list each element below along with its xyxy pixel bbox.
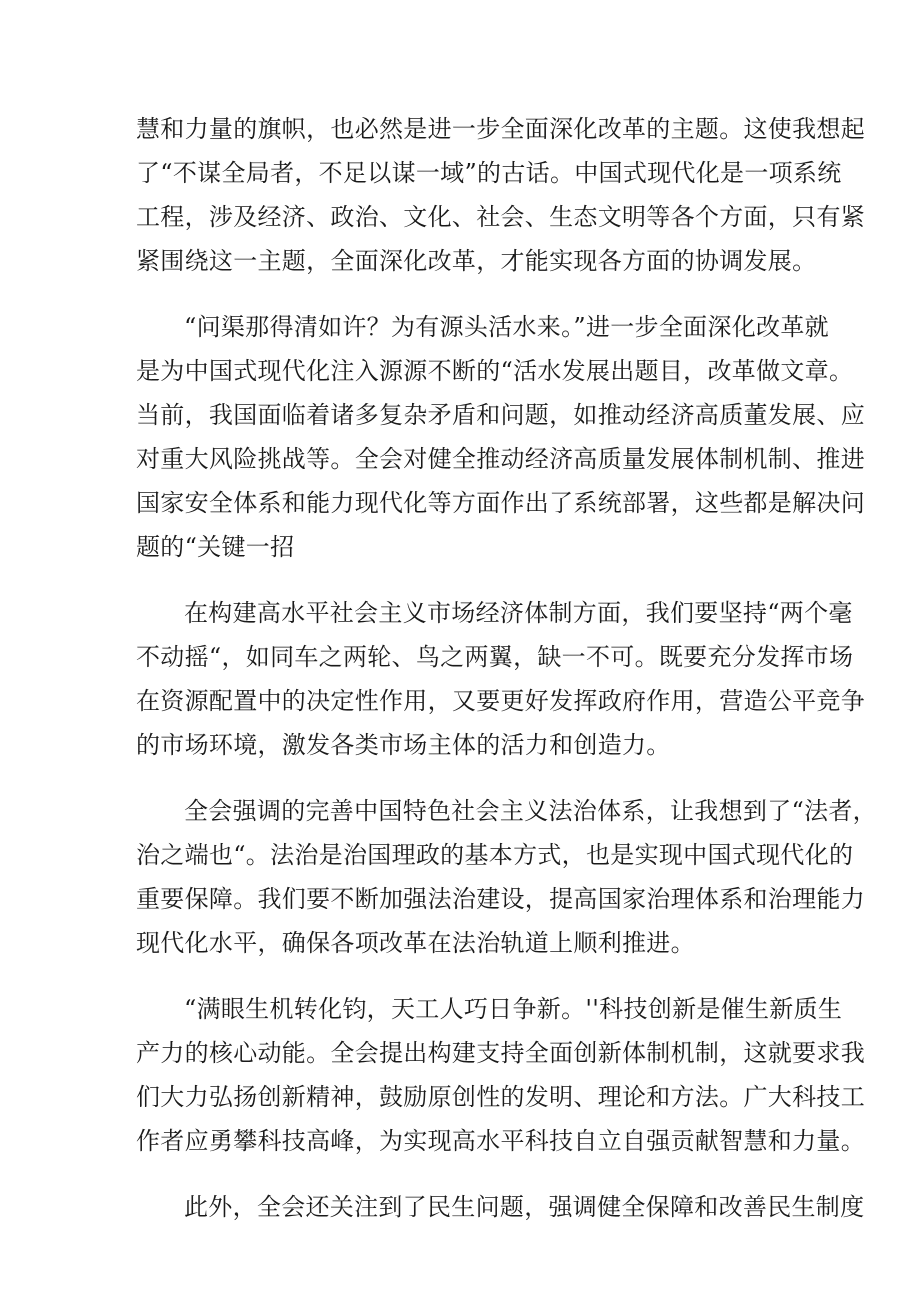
text-line: 作者应勇攀科技高峰，为实现高水平科技自立自强贡献智慧和力量。 <box>136 1127 865 1155</box>
text-line: 现代化水平，确保各项改革在法治轨道上顺利推进。 <box>136 929 695 957</box>
document-body <box>136 107 877 1251</box>
text-line: 当前，我国面临着诸多复杂矛盾和问题，如推动经济高质董发展、应 <box>136 401 865 429</box>
text-line: 重要保障。我们要不断加强法治建设，提高国家治理体系和治理能力 <box>136 885 865 913</box>
paragraph-3 <box>136 591 865 767</box>
text-line: “满眼生机转化钧，天工人巧日争新。''科技创新是催生新质生 <box>184 995 843 1023</box>
text-line: 全会强调的完善中国特色社会主义法治体系，让我想到了“法者， <box>184 797 877 825</box>
text-line: “问渠那得清如许？为有源头活水来。”进一步全面深化改革就 <box>184 313 829 341</box>
text-line: 治之端也“。法治是治国理政的基本方式，也是实现中国式现代化的 <box>136 841 854 869</box>
text-line: 产力的核心动能。全会提出构建支持全面创新体制机制，这就要求我 <box>136 1039 865 1067</box>
text-line: 国家安全体系和能力现代化等方面作出了系统部署，这些都是解决问 <box>136 489 865 517</box>
paragraph-2 <box>136 305 865 569</box>
text-line: 在构建高水平社会主义市场经济体制方面，我们要坚持“两个毫 <box>184 599 853 627</box>
text-line: 的市场环境，激发各类市场主体的活力和创造力。 <box>136 731 671 759</box>
paragraph-1 <box>136 107 865 283</box>
text-line: 是为中国式现代化注入源源不断的“活水发展出题目，改革做文章。 <box>136 357 854 385</box>
text-line: 题的“关键一招 <box>136 533 295 561</box>
text-line: 此外，全会还关注到了民生问题，强调健全保障和改善民生制度 <box>184 1193 865 1221</box>
text-line: 慧和力量的旗帜，也必然是进一步全面深化改革的主题。这使我想起 <box>136 115 865 143</box>
text-line: 对重大风险挑战等。全会对健全推动经济高质量发展体制机制、推进 <box>136 445 865 473</box>
text-line: 在资源配置中的决定性作用，又要更好发挥政府作用，营造公平竞争 <box>136 687 865 715</box>
paragraph-5 <box>136 987 865 1163</box>
text-line: 工程，涉及经济、政治、文化、社会、生态文明等各个方面，只有紧 <box>136 203 865 231</box>
paragraph-4 <box>136 789 877 965</box>
text-line: 不动摇“，如同车之两轮、鸟之两翼，缺一不可。既要充分发挥市场 <box>136 643 854 671</box>
text-line: 了“不谋全局者，不足以谋一域”的古话。中国式现代化是一项系统 <box>136 159 842 187</box>
text-line: 紧围绕这一主题，全面深化改革，才能实现各方面的协调发展。 <box>136 247 817 275</box>
paragraph-6 <box>136 1185 865 1229</box>
text-line: 们大力弘扬创新精神，鼓励原创性的发明、理论和方法。广大科技工 <box>136 1083 865 1111</box>
